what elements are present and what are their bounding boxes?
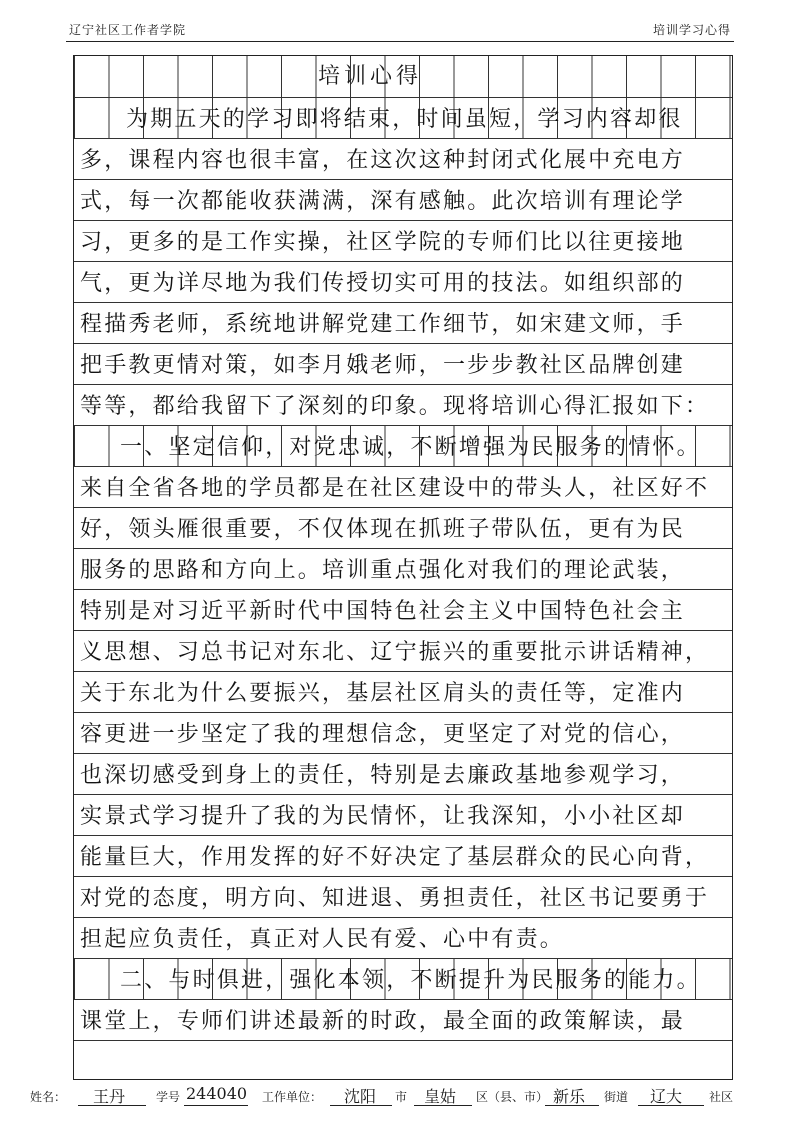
essay-row	[74, 999, 732, 1041]
student-id: 244040	[186, 1084, 248, 1103]
page-header	[0, 21, 799, 43]
essay-line: 能量巨大，作用发挥的好不好决定了基层群众的民心向背，	[80, 845, 710, 870]
student-name: 王丹	[93, 1087, 126, 1106]
essay-line: 也深切感受到身上的责任，特别是去廉政基地参观学习，	[80, 763, 686, 788]
essay-line: 程描秀老师，系统地讲解党建工作细节，如宋建文师，手	[80, 312, 686, 337]
city-suffix: 市	[395, 1090, 408, 1104]
page-footer	[0, 1084, 799, 1112]
essay-line: 一、坚定信仰，对党忠诚，不断增强为民服务的情怀。	[120, 435, 701, 460]
essay-row	[74, 179, 732, 221]
essay-row	[74, 466, 732, 508]
essay-row	[74, 589, 732, 631]
essay-row	[74, 507, 732, 549]
essay-line: 二、与时俱进，强化本领，不断提升为民服务的能力。	[120, 968, 701, 993]
essay-row	[74, 958, 732, 1000]
essay-row	[74, 835, 732, 877]
header-rule	[66, 41, 734, 42]
essay-line: 担起应负责任，真正对人民有爱、心中有责。	[80, 927, 565, 952]
work-community: 辽大	[650, 1087, 683, 1106]
essay-line: 气，更为详尽地为我们传授切实可用的技法。如组织部的	[80, 271, 686, 296]
document-type: 培训学习心得	[652, 23, 731, 37]
work-district: 皇姑	[424, 1087, 457, 1106]
essay-row	[74, 794, 732, 836]
essay-row	[74, 671, 732, 713]
essay-row	[74, 384, 732, 426]
essay-row	[74, 548, 732, 590]
id-label: 学号	[156, 1090, 181, 1104]
essay-row	[74, 753, 732, 795]
district-underline	[414, 1105, 472, 1106]
essay-row	[74, 138, 732, 180]
essay-row	[74, 343, 732, 385]
essay-row	[74, 302, 732, 344]
name-underline	[78, 1105, 146, 1106]
essay-line: 实景式学习提升了我的为民情怀，让我深知，小小社区却	[80, 804, 686, 829]
essay-row	[74, 712, 732, 754]
essay-row	[74, 97, 732, 139]
essay-line: 式，每一次都能收获满满，深有感触。此次培训有理论学	[80, 189, 686, 214]
essay-line: 课堂上，专师们讲述最新的时政，最全面的政策解读，最	[80, 1009, 686, 1034]
essay-line: 习，更多的是工作实操，社区学院的专师们比以往更接地	[80, 230, 686, 255]
essay-line: 特别是对习近平新时代中国特色社会主义中国特色社会主	[80, 599, 686, 624]
name-label: 姓名：	[30, 1090, 67, 1104]
essay-row	[74, 425, 732, 467]
essay-line: 等等，都给我留下了深刻的印象。现将培训心得汇报如下：	[80, 394, 710, 419]
essay-title: 培训心得	[317, 64, 422, 89]
institution-name: 辽宁社区工作者学院	[69, 23, 187, 37]
essay-row	[74, 630, 732, 672]
essay-row	[74, 917, 732, 959]
work-unit-label: 工作单位：	[262, 1090, 323, 1104]
district-suffix: 区（县、市）	[476, 1090, 549, 1104]
essay-line: 多，课程内容也很丰富，在这次这种封闭式化展中充电方	[80, 148, 686, 173]
essay-row	[74, 876, 732, 918]
essay-line: 义思想、习总书记对东北、辽宁振兴的重要批示讲话精神，	[80, 640, 710, 665]
essay-line: 好，领头雁很重要，不仅体现在抓班子带队伍，更有为民	[80, 517, 686, 542]
essay-line: 为期五天的学习即将结束，时间虽短，学习内容却很	[126, 107, 683, 132]
essay-row	[74, 220, 732, 262]
street-suffix: 街道	[604, 1090, 629, 1104]
essay-line: 服务的思路和方向上。培训重点强化对我们的理论武装，	[80, 558, 686, 583]
essay-line: 来自全省各地的学员都是在社区建设中的带头人，社区好不	[80, 476, 710, 501]
id-underline	[184, 1105, 248, 1106]
city-underline	[330, 1105, 392, 1106]
street-underline	[545, 1105, 599, 1106]
community-suffix: 社区	[709, 1090, 734, 1104]
work-street: 新乐	[553, 1087, 586, 1106]
essay-row	[74, 261, 732, 303]
work-city: 沈阳	[344, 1087, 377, 1106]
title-row	[74, 56, 732, 98]
essay-sheet	[73, 55, 733, 1080]
essay-line: 对党的态度，明方向、知进退、勇担责任，社区书记要勇于	[80, 886, 710, 911]
community-underline	[638, 1105, 704, 1106]
essay-line: 容更进一步坚定了我的理想信念，更坚定了对党的信心，	[80, 722, 686, 747]
essay-line: 关于东北为什么要振兴，基层社区肩头的责任等，定准内	[80, 681, 686, 706]
essay-line: 把手教更情对策，如李月娥老师，一步步教社区品牌创建	[80, 353, 686, 378]
